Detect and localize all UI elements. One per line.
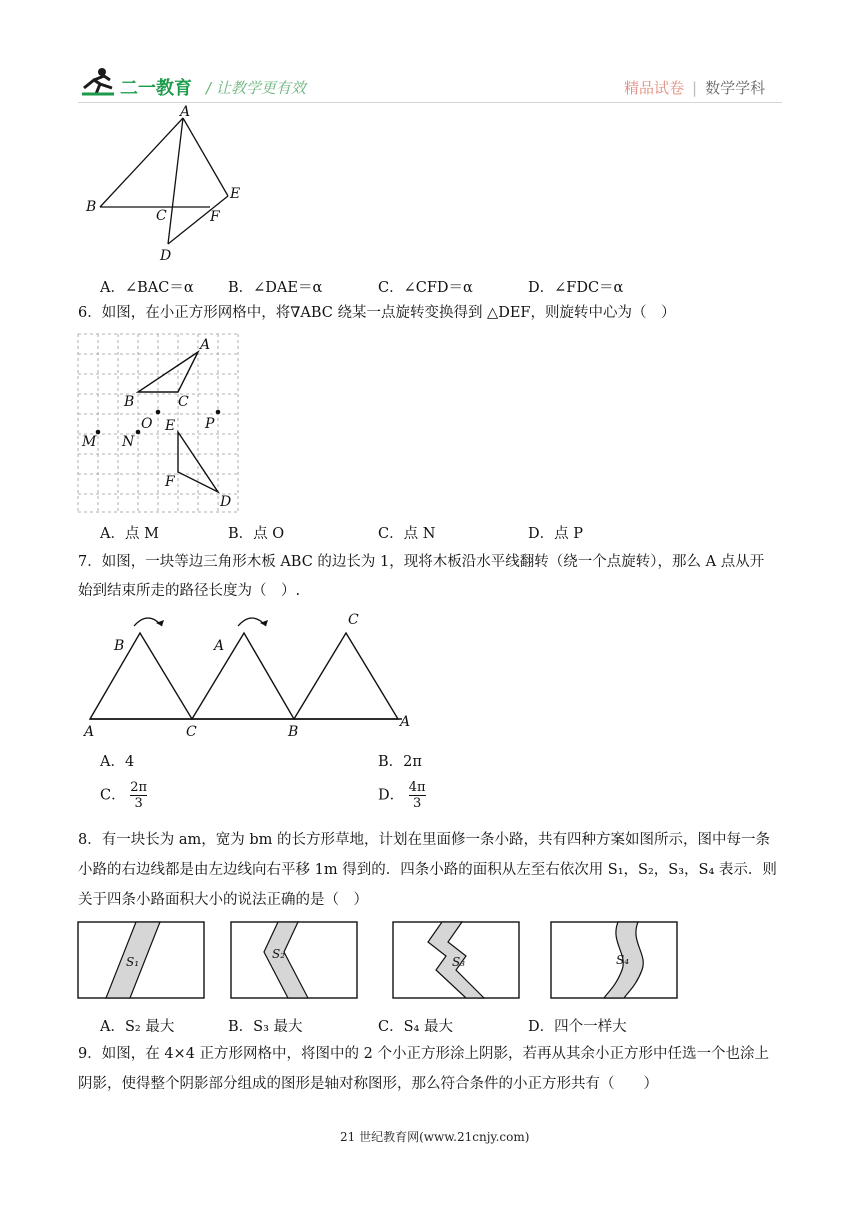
q6-label-B: B xyxy=(124,394,135,410)
q6-point-P xyxy=(216,410,221,415)
q7-arrow-1-icon xyxy=(134,618,162,626)
q7-option-c[interactable] xyxy=(100,780,147,811)
q8-option-d[interactable]: D．四个一样大 xyxy=(528,1019,627,1035)
q5-segment-AD xyxy=(168,118,183,244)
q5-option-a[interactable]: A．∠BAC＝α xyxy=(100,280,194,296)
page-footer: 21 世纪教育网(www.21cnjy.com) xyxy=(340,1130,530,1144)
q7-stem-line2: 始到结束所走的路径长度为（ ）. xyxy=(78,583,301,599)
q8-line3: 关于四条小路面积大小的说法正确的是（ ） xyxy=(78,892,368,908)
q7-option-b[interactable]: B．2π xyxy=(378,754,422,770)
q5-label-E: E xyxy=(230,186,241,202)
q6-point-N xyxy=(136,430,141,435)
q8-option-b[interactable]: B．S₃ 最大 xyxy=(228,1019,303,1035)
q7-option-d[interactable] xyxy=(378,780,426,811)
q8-label-s4: S₄ xyxy=(616,953,630,967)
q7-label-A2: A xyxy=(214,638,225,654)
q9-line2: 阴影，使得整个阴影部分组成的图形是轴对称图形，那么符合条件的小正方形共有（ ） xyxy=(78,1076,658,1092)
q7-option-c-prefix: C． xyxy=(100,787,126,804)
q8-label-s1: S₁ xyxy=(126,955,140,969)
q7-figure xyxy=(78,608,418,744)
q6-stem: 6．如图，在小正方形网格中，将∇ABC 绕某一点旋转变换得到 △DEF，则旋转中心为（ ） xyxy=(78,305,676,321)
q7-label-B2: B xyxy=(288,724,299,740)
q6-option-d[interactable]: D．点 P xyxy=(528,526,583,542)
q6-grid-figure xyxy=(77,333,239,513)
header-right-b: 数学学科 xyxy=(705,79,766,97)
q8-option-a[interactable]: A．S₂ 最大 xyxy=(100,1019,175,1035)
q8-figures xyxy=(76,920,708,1002)
q6-point-O xyxy=(156,410,161,415)
header-divider xyxy=(78,102,782,103)
q6-label-O: O xyxy=(141,416,153,432)
q5-label-F: F xyxy=(210,209,220,225)
q7-label-B1: B xyxy=(114,638,125,654)
q5-label-D: D xyxy=(160,248,172,264)
q7-option-c-fraction: $\frac{2\pi}{3}$ xyxy=(130,780,148,811)
q6-option-a[interactable]: A．点 M xyxy=(100,526,159,542)
q7-triangle-2 xyxy=(192,633,294,719)
q5-option-c[interactable]: C．∠CFD＝α xyxy=(378,280,473,296)
q9-line1: 9．如图，在 4×4 正方形网格中，将图中的 2 个小正方形涂上阴影，若再从其余小正方形中任选一个也涂上 xyxy=(78,1046,769,1062)
q6-label-N: N xyxy=(122,434,135,450)
q7-label-C2: C xyxy=(348,612,359,628)
q7-label-A1: A xyxy=(84,724,95,740)
q8-label-s3: S₃ xyxy=(452,955,466,969)
q7-arrow-2-icon xyxy=(238,618,266,626)
q6-label-P: P xyxy=(205,416,215,432)
q6-label-E: E xyxy=(165,418,176,434)
q7-label-A3: A xyxy=(400,714,411,730)
q7-triangle-3 xyxy=(294,633,398,719)
q5-label-A: A xyxy=(180,104,191,120)
logo-text: 二一教育 xyxy=(120,78,192,99)
slogan: / 让教学更有效 xyxy=(206,79,306,97)
q5-segment-AB xyxy=(100,118,183,207)
q6-option-b[interactable]: B．点 O xyxy=(228,526,285,542)
q7-option-a[interactable]: A．4 xyxy=(100,754,135,770)
q6-triangle-DEF xyxy=(178,432,218,492)
q5-segment-AE xyxy=(183,118,228,196)
header-right: 精品试卷 | 数学学科 xyxy=(624,79,766,97)
header xyxy=(0,0,860,110)
q5-option-d[interactable]: D．∠FDC＝α xyxy=(528,280,624,296)
q6-label-M: M xyxy=(82,434,97,450)
q8-line1: 8．有一块长为 am，宽为 bm 的长方形草地，计划在里面修一条小路，共有四种方案如图所示，图中每一条 xyxy=(78,832,770,848)
q6-point-M xyxy=(96,430,101,435)
runner-logo-icon xyxy=(80,66,118,98)
q6-option-c[interactable]: C．点 N xyxy=(378,526,436,542)
q6-label-A: A xyxy=(200,337,211,353)
q5-label-C: C xyxy=(156,208,167,224)
q6-label-D: D xyxy=(220,494,232,510)
q5-option-b[interactable]: B．∠DAE＝α xyxy=(228,280,323,296)
header-right-a: 精品试卷 xyxy=(624,79,685,97)
q5-label-B: B xyxy=(86,199,97,215)
q8-option-c[interactable]: C．S₄ 最大 xyxy=(378,1019,453,1035)
q7-option-d-fraction: $\frac{4\pi}{3}$ xyxy=(408,780,426,811)
q8-label-s2: S₂ xyxy=(272,947,286,961)
q7-label-C1: C xyxy=(186,724,197,740)
q7-stem-line1: 7．如图，一块等边三角形木板 ABC 的边长为 1，现将木板沿水平线翻转（绕一个点旋转），那么 A 点从开 xyxy=(78,554,765,570)
q8-line2: 小路的右边线都是由左边线向右平移 1m 得到的．四条小路的面积从左至右依次用 S₁，S₂，S₃，S₄ 表示．则 xyxy=(78,862,777,878)
q6-triangle-ABC xyxy=(138,352,198,392)
q6-label-F: F xyxy=(165,474,175,490)
q6-label-C: C xyxy=(178,394,189,410)
q8-path-s2 xyxy=(264,922,308,998)
q5-figure xyxy=(78,104,258,266)
q7-triangle-1 xyxy=(90,633,192,719)
q7-option-d-prefix: D． xyxy=(378,787,405,804)
